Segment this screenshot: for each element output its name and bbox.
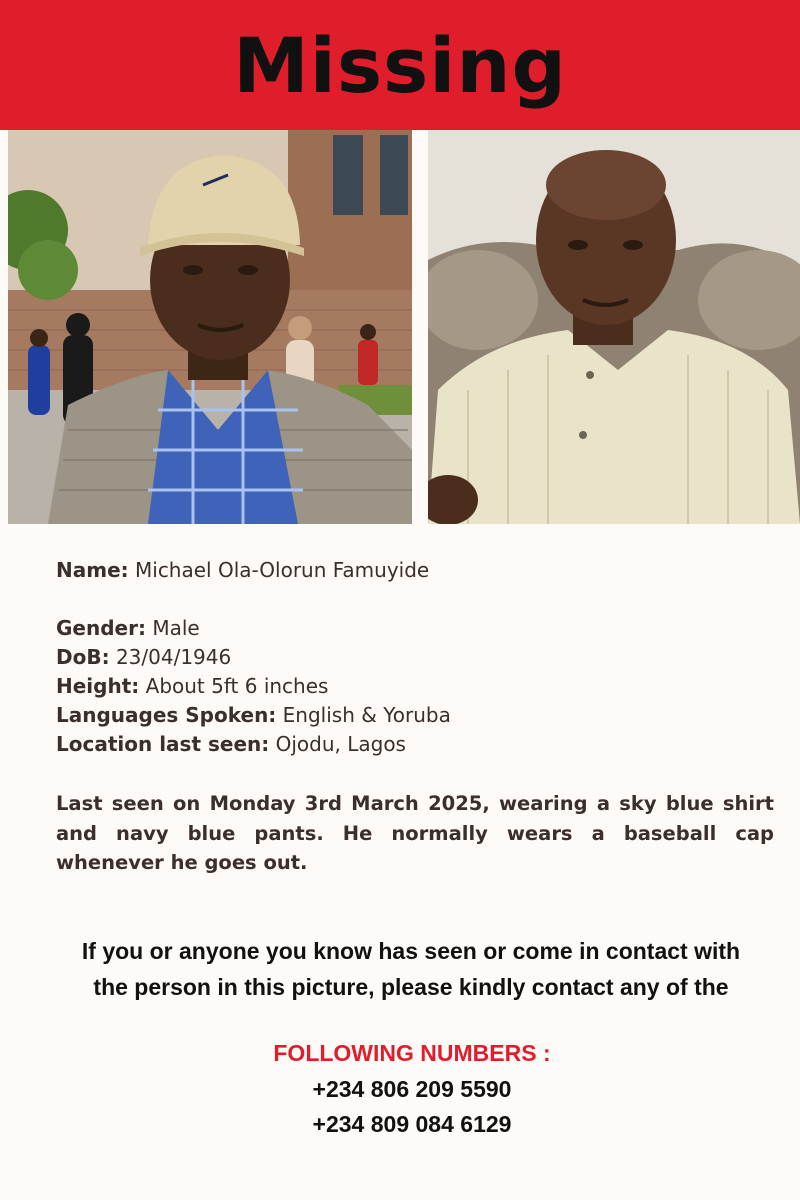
gender-label: Gender:	[56, 616, 146, 640]
appeal-text	[20, 933, 800, 1005]
height-value: About 5ft 6 inches	[145, 674, 329, 698]
languages-line	[56, 701, 776, 730]
phone-number-1[interactable]: +234 806 209 5590	[312, 1076, 512, 1102]
name-label: Name:	[56, 558, 129, 582]
last-seen-description: Last seen on Monday 3rd March 2025, wearing a sky blue shirt and navy blue pants. He normally wears a baseball cap whenever he goes out.	[56, 792, 774, 874]
height-line	[56, 672, 776, 701]
location-line	[56, 730, 776, 759]
man-seated-indoor-photo	[428, 130, 800, 524]
man-in-cap-outdoor-photo	[8, 130, 412, 524]
banner-title: Missing	[233, 20, 567, 110]
languages-label: Languages Spoken:	[56, 703, 277, 727]
appeal-line-2: the person in this picture, please kindly contact any of the	[93, 974, 729, 1000]
name-value: Michael Ola-Olorun Famuyide	[135, 558, 430, 582]
height-label: Height:	[56, 674, 140, 698]
details-list	[56, 614, 776, 759]
location-value: Ojodu, Lagos	[275, 732, 406, 756]
location-label: Location last seen:	[56, 732, 270, 756]
numbers-heading: FOLLOWING NUMBERS :	[273, 1040, 551, 1066]
appeal-line-1: If you or anyone you know has seen or come in contact with	[81, 938, 741, 964]
phone-number-2[interactable]: +234 809 084 6129	[312, 1111, 512, 1137]
gender-line	[56, 614, 776, 643]
missing-banner	[0, 0, 800, 130]
languages-value: English & Yoruba	[282, 703, 451, 727]
dob-value: 23/04/1946	[115, 645, 232, 669]
dob-line	[56, 643, 776, 672]
dob-label: DoB:	[56, 645, 110, 669]
gender-value: Male	[152, 616, 200, 640]
name-line	[56, 556, 776, 585]
